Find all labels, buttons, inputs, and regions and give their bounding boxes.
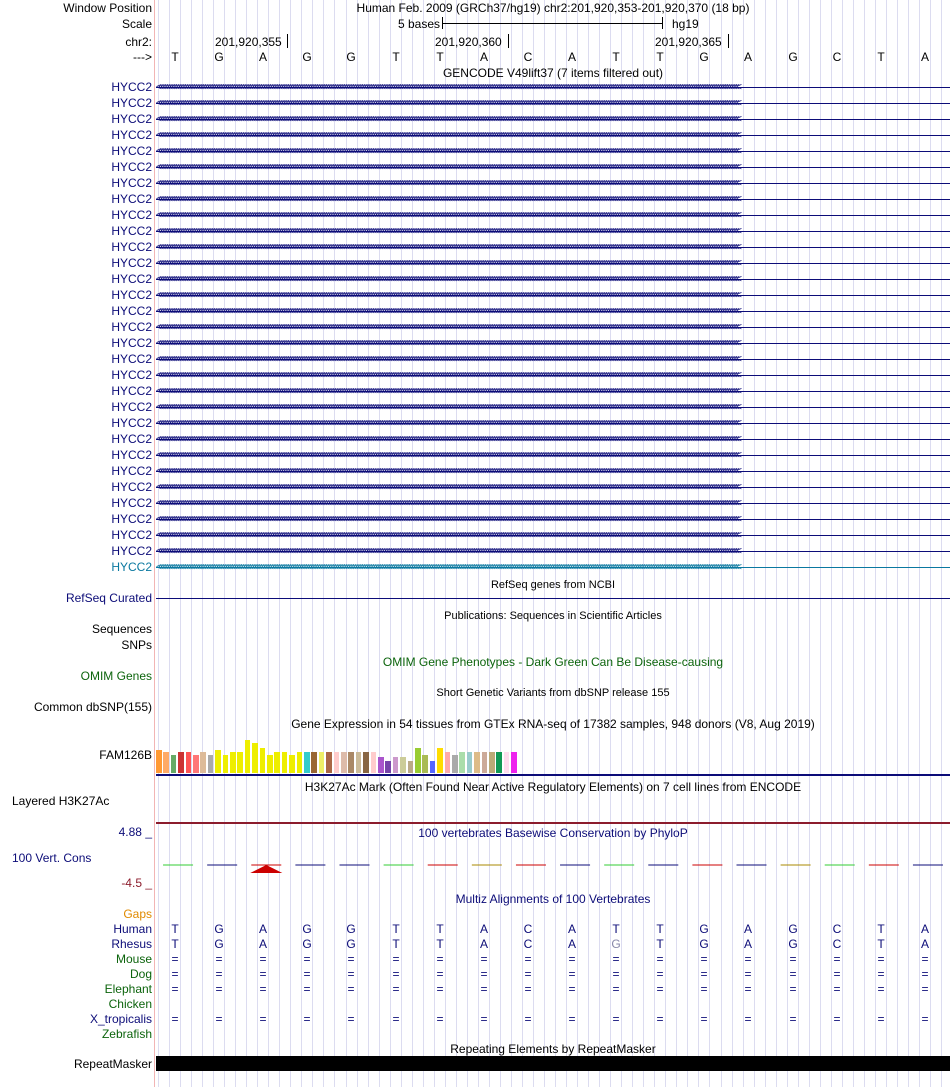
sequence-base: G [788, 50, 798, 64]
multiz-base: = [877, 1012, 885, 1026]
gtex-tissue-bar[interactable] [415, 748, 421, 773]
multiz-base: A [567, 922, 576, 936]
multiz-base: A [258, 922, 267, 936]
multiz-base: = [612, 1012, 620, 1026]
multiz-base: = [480, 952, 488, 966]
multiz-base: = [612, 952, 620, 966]
multiz-base: = [568, 1012, 576, 1026]
coord-tick-label: 201,920,365 [655, 35, 722, 49]
multiz-base: A [479, 937, 488, 951]
multiz-base: = [877, 952, 885, 966]
gencode-strand-arrows: <<<<<<<<<<<<<<<<<<<<<<<<<<<<<<<<<<<<<<<<<<<<<<<<<<<<<<<<<<<<<<<<<<<<<<<<<<<<<<<<<<<<<<<<<<<<<<<<<<<<<<<<<<<<<<<<<<<<<<<<<<<<<<<<<<<<<<<<<<<<<<<<<<<<<<<<<<<<<<<<<<<<<<<<<<<<<<<<<<<<<<<<<<<<<<<<<<<<<<<<<<<<<<<<<<<<<<<<<<<<<<<<<<<<<<<<<<<<<<<<<<<<<<<<<<<<<<<<<<<< [156, 83, 739, 92]
multiz-base: = [744, 982, 752, 996]
multiz-base: A [743, 922, 752, 936]
multiz-base: = [833, 967, 841, 981]
gencode-gene-label[interactable]: HYCC2 [111, 400, 152, 414]
gencode-gene-label[interactable]: HYCC2 [111, 80, 152, 94]
conservation-min-label: -4.5 _ [121, 876, 152, 890]
multiz-base: A [920, 937, 929, 951]
gencode-gene-label[interactable]: HYCC2 [111, 256, 152, 270]
gtex-tissue-bar[interactable] [267, 755, 273, 773]
gencode-strand-arrows: <<<<<<<<<<<<<<<<<<<<<<<<<<<<<<<<<<<<<<<<<<<<<<<<<<<<<<<<<<<<<<<<<<<<<<<<<<<<<<<<<<<<<<<<<<<<<<<<<<<<<<<<<<<<<<<<<<<<<<<<<<<<<<<<<<<<<<<<<<<<<<<<<<<<<<<<<<<<<<<<<<<<<<<<<<<<<<<<<<<<<<<<<<<<<<<<<<<<<<<<<<<<<<<<<<<<<<<<<<<<<<<<<<<<<<<<<<<<<<<<<<<<<<<<<<<<<<<<<<<< [156, 339, 739, 348]
multiz-base: = [392, 967, 400, 981]
dbsnp-track-title: Short Genetic Variants from dbSNP release 155 [436, 687, 670, 699]
gencode-strand-arrows: <<<<<<<<<<<<<<<<<<<<<<<<<<<<<<<<<<<<<<<<<<<<<<<<<<<<<<<<<<<<<<<<<<<<<<<<<<<<<<<<<<<<<<<<<<<<<<<<<<<<<<<<<<<<<<<<<<<<<<<<<<<<<<<<<<<<<<<<<<<<<<<<<<<<<<<<<<<<<<<<<<<<<<<<<<<<<<<<<<<<<<<<<<<<<<<<<<<<<<<<<<<<<<<<<<<<<<<<<<<<<<<<<<<<<<<<<<<<<<<<<<<<<<<<<<<<<<<<<<<< [156, 419, 739, 428]
multiz-base: A [258, 937, 267, 951]
multiz-base: = [833, 1012, 841, 1026]
multiz-base: = [700, 967, 708, 981]
gencode-gene-label[interactable]: HYCC2 [111, 384, 152, 398]
multiz-base: = [259, 1012, 267, 1026]
multiz-base: = [259, 952, 267, 966]
gencode-strand-arrows: <<<<<<<<<<<<<<<<<<<<<<<<<<<<<<<<<<<<<<<<<<<<<<<<<<<<<<<<<<<<<<<<<<<<<<<<<<<<<<<<<<<<<<<<<<<<<<<<<<<<<<<<<<<<<<<<<<<<<<<<<<<<<<<<<<<<<<<<<<<<<<<<<<<<<<<<<<<<<<<<<<<<<<<<<<<<<<<<<<<<<<<<<<<<<<<<<<<<<<<<<<<<<<<<<<<<<<<<<<<<<<<<<<<<<<<<<<<<<<<<<<<<<<<<<<<<<<<<<<<< [156, 387, 739, 396]
gencode-strand-arrows: <<<<<<<<<<<<<<<<<<<<<<<<<<<<<<<<<<<<<<<<<<<<<<<<<<<<<<<<<<<<<<<<<<<<<<<<<<<<<<<<<<<<<<<<<<<<<<<<<<<<<<<<<<<<<<<<<<<<<<<<<<<<<<<<<<<<<<<<<<<<<<<<<<<<<<<<<<<<<<<<<<<<<<<<<<<<<<<<<<<<<<<<<<<<<<<<<<<<<<<<<<<<<<<<<<<<<<<<<<<<<<<<<<<<<<<<<<<<<<<<<<<<<<<<<<<<<<<<<<<< [156, 355, 739, 364]
coord-tick-mark [508, 34, 509, 48]
sequence-base: A [920, 50, 929, 64]
gencode-gene-label[interactable]: HYCC2 [111, 480, 152, 494]
gencode-gene-label[interactable]: HYCC2 [111, 432, 152, 446]
scale-bar-left-tick [442, 17, 443, 29]
multiz-base: = [524, 982, 532, 996]
gencode-strand-arrows: <<<<<<<<<<<<<<<<<<<<<<<<<<<<<<<<<<<<<<<<<<<<<<<<<<<<<<<<<<<<<<<<<<<<<<<<<<<<<<<<<<<<<<<<<<<<<<<<<<<<<<<<<<<<<<<<<<<<<<<<<<<<<<<<<<<<<<<<<<<<<<<<<<<<<<<<<<<<<<<<<<<<<<<<<<<<<<<<<<<<<<<<<<<<<<<<<<<<<<<<<<<<<<<<<<<<<<<<<<<<<<<<<<<<<<<<<<<<<<<<<<<<<<<<<<<<<<<<<<<< [156, 307, 739, 316]
sequence-base: T [612, 50, 620, 64]
multiz-base: = [744, 1012, 752, 1026]
multiz-base: T [656, 937, 664, 951]
gencode-gene-label[interactable]: HYCC2 [111, 512, 152, 526]
gtex-tissue-bar[interactable] [186, 752, 192, 773]
gencode-strand-arrows: <<<<<<<<<<<<<<<<<<<<<<<<<<<<<<<<<<<<<<<<<<<<<<<<<<<<<<<<<<<<<<<<<<<<<<<<<<<<<<<<<<<<<<<<<<<<<<<<<<<<<<<<<<<<<<<<<<<<<<<<<<<<<<<<<<<<<<<<<<<<<<<<<<<<<<<<<<<<<<<<<<<<<<<<<<<<<<<<<<<<<<<<<<<<<<<<<<<<<<<<<<<<<<<<<<<<<<<<<<<<<<<<<<<<<<<<<<<<<<<<<<<<<<<<<<<<<<<<<<<< [156, 451, 739, 460]
multiz-species-label[interactable]: Human [113, 922, 152, 936]
gencode-gene-label[interactable]: HYCC2 [111, 528, 152, 542]
multiz-base: T [171, 922, 179, 936]
multiz-base: = [480, 967, 488, 981]
gtex-tissue-bar[interactable] [356, 752, 362, 773]
chrom-label: chr2: [125, 35, 152, 49]
multiz-base: = [656, 952, 664, 966]
gtex-tissue-bar[interactable] [215, 750, 221, 773]
multiz-species-label[interactable]: Chicken [108, 997, 152, 1011]
gtex-tissue-bar[interactable] [422, 755, 428, 773]
gtex-tissue-bar[interactable] [430, 761, 436, 773]
gtex-track-title: Gene Expression in 54 tissues from GTEx RNA-seq of 17382 samples, 948 donors (V8, Aug 2019) [291, 717, 815, 731]
gencode-gene-label[interactable]: HYCC2 [111, 320, 152, 334]
conservation-peak-mark [250, 865, 282, 873]
multiz-base: = [789, 967, 797, 981]
gtex-tissue-bar[interactable] [304, 752, 310, 773]
scale-bar [442, 23, 662, 24]
gencode-gene-label[interactable]: HYCC2 [111, 192, 152, 206]
multiz-species-label[interactable]: Rhesus [111, 937, 152, 951]
gencode-strand-arrows: <<<<<<<<<<<<<<<<<<<<<<<<<<<<<<<<<<<<<<<<<<<<<<<<<<<<<<<<<<<<<<<<<<<<<<<<<<<<<<<<<<<<<<<<<<<<<<<<<<<<<<<<<<<<<<<<<<<<<<<<<<<<<<<<<<<<<<<<<<<<<<<<<<<<<<<<<<<<<<<<<<<<<<<<<<<<<<<<<<<<<<<<<<<<<<<<<<<<<<<<<<<<<<<<<<<<<<<<<<<<<<<<<<<<<<<<<<<<<<<<<<<<<<<<<<<<<<<<<<<< [156, 547, 739, 556]
scale-label: Scale [121, 17, 152, 31]
multiz-base: = [789, 982, 797, 996]
gencode-strand-arrows: <<<<<<<<<<<<<<<<<<<<<<<<<<<<<<<<<<<<<<<<<<<<<<<<<<<<<<<<<<<<<<<<<<<<<<<<<<<<<<<<<<<<<<<<<<<<<<<<<<<<<<<<<<<<<<<<<<<<<<<<<<<<<<<<<<<<<<<<<<<<<<<<<<<<<<<<<<<<<<<<<<<<<<<<<<<<<<<<<<<<<<<<<<<<<<<<<<<<<<<<<<<<<<<<<<<<<<<<<<<<<<<<<<<<<<<<<<<<<<<<<<<<<<<<<<<<<<<<<<<< [156, 291, 739, 300]
gencode-gene-label[interactable]: HYCC2 [111, 144, 152, 158]
gencode-strand-arrows: <<<<<<<<<<<<<<<<<<<<<<<<<<<<<<<<<<<<<<<<<<<<<<<<<<<<<<<<<<<<<<<<<<<<<<<<<<<<<<<<<<<<<<<<<<<<<<<<<<<<<<<<<<<<<<<<<<<<<<<<<<<<<<<<<<<<<<<<<<<<<<<<<<<<<<<<<<<<<<<<<<<<<<<<<<<<<<<<<<<<<<<<<<<<<<<<<<<<<<<<<<<<<<<<<<<<<<<<<<<<<<<<<<<<<<<<<<<<<<<<<<<<<<<<<<<<<<<<<<<< [156, 323, 739, 332]
gencode-gene-label[interactable]: HYCC2 [111, 304, 152, 318]
multiz-base: = [921, 1012, 929, 1026]
gtex-tissue-bar[interactable] [445, 752, 451, 773]
multiz-base: = [436, 967, 444, 981]
sequence-base: C [832, 50, 842, 64]
multiz-base: = [921, 967, 929, 981]
gtex-tissue-bar[interactable] [437, 748, 443, 773]
multiz-base: T [392, 937, 400, 951]
refseq-track-title: RefSeq genes from NCBI [490, 579, 616, 591]
gencode-strand-arrows: <<<<<<<<<<<<<<<<<<<<<<<<<<<<<<<<<<<<<<<<<<<<<<<<<<<<<<<<<<<<<<<<<<<<<<<<<<<<<<<<<<<<<<<<<<<<<<<<<<<<<<<<<<<<<<<<<<<<<<<<<<<<<<<<<<<<<<<<<<<<<<<<<<<<<<<<<<<<<<<<<<<<<<<<<<<<<<<<<<<<<<<<<<<<<<<<<<<<<<<<<<<<<<<<<<<<<<<<<<<<<<<<<<<<<<<<<<<<<<<<<<<<<<<<<<<<<<<<<<<< [156, 211, 739, 220]
gencode-gene-label[interactable]: HYCC2 [111, 240, 152, 254]
gencode-gene-label[interactable]: HYCC2 [111, 160, 152, 174]
multiz-base: = [215, 967, 223, 981]
multiz-base: = [656, 982, 664, 996]
multiz-track-title: Multiz Alignments of 100 Vertebrates [455, 892, 651, 906]
multiz-base: T [877, 922, 885, 936]
gencode-gene-label[interactable]: HYCC2 [111, 272, 152, 286]
gencode-gene-label[interactable]: HYCC2 [111, 336, 152, 350]
gtex-tissue-bar[interactable] [260, 748, 266, 773]
gencode-strand-arrows: <<<<<<<<<<<<<<<<<<<<<<<<<<<<<<<<<<<<<<<<<<<<<<<<<<<<<<<<<<<<<<<<<<<<<<<<<<<<<<<<<<<<<<<<<<<<<<<<<<<<<<<<<<<<<<<<<<<<<<<<<<<<<<<<<<<<<<<<<<<<<<<<<<<<<<<<<<<<<<<<<<<<<<<<<<<<<<<<<<<<<<<<<<<<<<<<<<<<<<<<<<<<<<<<<<<<<<<<<<<<<<<<<<<<<<<<<<<<<<<<<<<<<<<<<<<<<<<<<<<< [156, 147, 739, 156]
gencode-strand-arrows: <<<<<<<<<<<<<<<<<<<<<<<<<<<<<<<<<<<<<<<<<<<<<<<<<<<<<<<<<<<<<<<<<<<<<<<<<<<<<<<<<<<<<<<<<<<<<<<<<<<<<<<<<<<<<<<<<<<<<<<<<<<<<<<<<<<<<<<<<<<<<<<<<<<<<<<<<<<<<<<<<<<<<<<<<<<<<<<<<<<<<<<<<<<<<<<<<<<<<<<<<<<<<<<<<<<<<<<<<<<<<<<<<<<<<<<<<<<<<<<<<<<<<<<<<<<<<<<<<<<< [156, 243, 739, 252]
multiz-base: C [523, 922, 533, 936]
repeatmasker-block[interactable] [156, 1056, 950, 1071]
multiz-base: = [700, 952, 708, 966]
multiz-base: = [612, 982, 620, 996]
sequence-base: T [392, 50, 400, 64]
multiz-base: T [612, 922, 620, 936]
multiz-base: C [523, 937, 533, 951]
multiz-base: A [567, 937, 576, 951]
gtex-tissue-bar[interactable] [311, 752, 317, 773]
multiz-base: G [302, 937, 312, 951]
gtex-tissue-bar[interactable] [319, 752, 325, 773]
multiz-base: G [346, 922, 356, 936]
multiz-base: = [789, 952, 797, 966]
gencode-strand-arrows: <<<<<<<<<<<<<<<<<<<<<<<<<<<<<<<<<<<<<<<<<<<<<<<<<<<<<<<<<<<<<<<<<<<<<<<<<<<<<<<<<<<<<<<<<<<<<<<<<<<<<<<<<<<<<<<<<<<<<<<<<<<<<<<<<<<<<<<<<<<<<<<<<<<<<<<<<<<<<<<<<<<<<<<<<<<<<<<<<<<<<<<<<<<<<<<<<<<<<<<<<<<<<<<<<<<<<<<<<<<<<<<<<<<<<<<<<<<<<<<<<<<<<<<<<<<<<<<<<<<< [156, 227, 739, 236]
omim-label[interactable]: OMIM Genes [80, 669, 152, 683]
multiz-base: A [743, 937, 752, 951]
sequence-base: G [346, 50, 356, 64]
refseq-gene-line[interactable] [156, 598, 950, 599]
sequence-base: T [171, 50, 179, 64]
multiz-base: = [171, 1012, 179, 1026]
multiz-species-label[interactable]: Dog [129, 967, 152, 981]
gencode-gene-label[interactable]: HYCC2 [111, 128, 152, 142]
gtex-tissue-bar[interactable] [341, 752, 347, 773]
refseq-label[interactable]: RefSeq Curated [65, 591, 152, 605]
gtex-tissue-bar[interactable] [289, 755, 295, 773]
gencode-strand-arrows: <<<<<<<<<<<<<<<<<<<<<<<<<<<<<<<<<<<<<<<<<<<<<<<<<<<<<<<<<<<<<<<<<<<<<<<<<<<<<<<<<<<<<<<<<<<<<<<<<<<<<<<<<<<<<<<<<<<<<<<<<<<<<<<<<<<<<<<<<<<<<<<<<<<<<<<<<<<<<<<<<<<<<<<<<<<<<<<<<<<<<<<<<<<<<<<<<<<<<<<<<<<<<<<<<<<<<<<<<<<<<<<<<<<<<<<<<<<<<<<<<<<<<<<<<<<<<<<<<<<< [156, 179, 739, 188]
dbsnp-label[interactable]: Common dbSNP(155) [33, 700, 152, 714]
multiz-base: = [347, 1012, 355, 1026]
conservation-max-label: 4.88 _ [118, 825, 152, 839]
gencode-strand-arrows: <<<<<<<<<<<<<<<<<<<<<<<<<<<<<<<<<<<<<<<<<<<<<<<<<<<<<<<<<<<<<<<<<<<<<<<<<<<<<<<<<<<<<<<<<<<<<<<<<<<<<<<<<<<<<<<<<<<<<<<<<<<<<<<<<<<<<<<<<<<<<<<<<<<<<<<<<<<<<<<<<<<<<<<<<<<<<<<<<<<<<<<<<<<<<<<<<<<<<<<<<<<<<<<<<<<<<<<<<<<<<<<<<<<<<<<<<<<<<<<<<<<<<<<<<<<<<<<<<<<< [156, 499, 739, 508]
gencode-strand-arrows: <<<<<<<<<<<<<<<<<<<<<<<<<<<<<<<<<<<<<<<<<<<<<<<<<<<<<<<<<<<<<<<<<<<<<<<<<<<<<<<<<<<<<<<<<<<<<<<<<<<<<<<<<<<<<<<<<<<<<<<<<<<<<<<<<<<<<<<<<<<<<<<<<<<<<<<<<<<<<<<<<<<<<<<<<<<<<<<<<<<<<<<<<<<<<<<<<<<<<<<<<<<<<<<<<<<<<<<<<<<<<<<<<<<<<<<<<<<<<<<<<<<<<<<<<<<<<<<<<<<< [156, 515, 739, 524]
conservation-plot[interactable] [156, 855, 950, 875]
multiz-base: = [656, 967, 664, 981]
multiz-base: = [700, 982, 708, 996]
multiz-base: A [920, 922, 929, 936]
multiz-base: = [480, 1012, 488, 1026]
gtex-tissue-bar[interactable] [193, 755, 199, 773]
gtex-tissue-bar[interactable] [297, 752, 303, 773]
multiz-base: = [436, 1012, 444, 1026]
gencode-strand-arrows: <<<<<<<<<<<<<<<<<<<<<<<<<<<<<<<<<<<<<<<<<<<<<<<<<<<<<<<<<<<<<<<<<<<<<<<<<<<<<<<<<<<<<<<<<<<<<<<<<<<<<<<<<<<<<<<<<<<<<<<<<<<<<<<<<<<<<<<<<<<<<<<<<<<<<<<<<<<<<<<<<<<<<<<<<<<<<<<<<<<<<<<<<<<<<<<<<<<<<<<<<<<<<<<<<<<<<<<<<<<<<<<<<<<<<<<<<<<<<<<<<<<<<<<<<<<<<<<<<<<< [156, 115, 739, 124]
gtex-tissue-bar[interactable] [274, 752, 280, 773]
multiz-species-label[interactable]: Zebrafish [101, 1027, 152, 1041]
gencode-strand-arrows: <<<<<<<<<<<<<<<<<<<<<<<<<<<<<<<<<<<<<<<<<<<<<<<<<<<<<<<<<<<<<<<<<<<<<<<<<<<<<<<<<<<<<<<<<<<<<<<<<<<<<<<<<<<<<<<<<<<<<<<<<<<<<<<<<<<<<<<<<<<<<<<<<<<<<<<<<<<<<<<<<<<<<<<<<<<<<<<<<<<<<<<<<<<<<<<<<<<<<<<<<<<<<<<<<<<<<<<<<<<<<<<<<<<<<<<<<<<<<<<<<<<<<<<<<<<<<<<<<<<< [156, 467, 739, 476]
multiz-base: G [214, 937, 224, 951]
multiz-base: = [833, 952, 841, 966]
gencode-strand-arrows: <<<<<<<<<<<<<<<<<<<<<<<<<<<<<<<<<<<<<<<<<<<<<<<<<<<<<<<<<<<<<<<<<<<<<<<<<<<<<<<<<<<<<<<<<<<<<<<<<<<<<<<<<<<<<<<<<<<<<<<<<<<<<<<<<<<<<<<<<<<<<<<<<<<<<<<<<<<<<<<<<<<<<<<<<<<<<<<<<<<<<<<<<<<<<<<<<<<<<<<<<<<<<<<<<<<<<<<<<<<<<<<<<<<<<<<<<<<<<<<<<<<<<<<<<<<<<<<<<<<< [156, 259, 739, 268]
gtex-tissue-bar[interactable] [334, 752, 340, 773]
multiz-base: = [215, 982, 223, 996]
multiz-base: = [744, 967, 752, 981]
repeatmasker-label[interactable]: RepeatMasker [73, 1057, 152, 1071]
multiz-base: = [700, 1012, 708, 1026]
sequence-base: C [523, 50, 533, 64]
gencode-gene-label[interactable]: HYCC2 [111, 560, 152, 574]
multiz-base: = [347, 952, 355, 966]
multiz-base: = [833, 982, 841, 996]
gtex-tissue-bar[interactable] [496, 752, 502, 773]
gtex-tissue-bar[interactable] [489, 752, 495, 773]
multiz-base: = [215, 1012, 223, 1026]
gencode-gene-label[interactable]: HYCC2 [111, 96, 152, 110]
gencode-strand-arrows: <<<<<<<<<<<<<<<<<<<<<<<<<<<<<<<<<<<<<<<<<<<<<<<<<<<<<<<<<<<<<<<<<<<<<<<<<<<<<<<<<<<<<<<<<<<<<<<<<<<<<<<<<<<<<<<<<<<<<<<<<<<<<<<<<<<<<<<<<<<<<<<<<<<<<<<<<<<<<<<<<<<<<<<<<<<<<<<<<<<<<<<<<<<<<<<<<<<<<<<<<<<<<<<<<<<<<<<<<<<<<<<<<<<<<<<<<<<<<<<<<<<<<<<<<<<<<<<<<<<< [156, 435, 739, 444]
multiz-base: = [392, 952, 400, 966]
sequence-base: T [656, 50, 664, 64]
multiz-base: = [259, 982, 267, 996]
gtex-tissue-bar[interactable] [245, 740, 251, 773]
gtex-tissue-bar[interactable] [400, 757, 406, 773]
coord-tick-mark [287, 34, 288, 48]
gtex-tissue-bar[interactable] [200, 752, 206, 773]
gencode-gene-label[interactable]: HYCC2 [111, 352, 152, 366]
gencode-strand-arrows: <<<<<<<<<<<<<<<<<<<<<<<<<<<<<<<<<<<<<<<<<<<<<<<<<<<<<<<<<<<<<<<<<<<<<<<<<<<<<<<<<<<<<<<<<<<<<<<<<<<<<<<<<<<<<<<<<<<<<<<<<<<<<<<<<<<<<<<<<<<<<<<<<<<<<<<<<<<<<<<<<<<<<<<<<<<<<<<<<<<<<<<<<<<<<<<<<<<<<<<<<<<<<<<<<<<<<<<<<<<<<<<<<<<<<<<<<<<<<<<<<<<<<<<<<<<<<<<<<<<< [156, 195, 739, 204]
multiz-base: = [215, 952, 223, 966]
strand-label: ---> [133, 50, 152, 64]
sequence-base: A [567, 50, 576, 64]
multiz-base: G [699, 937, 709, 951]
multiz-base: A [479, 922, 488, 936]
gencode-gene-label[interactable]: HYCC2 [111, 544, 152, 558]
gtex-tissue-bar[interactable] [459, 752, 465, 773]
multiz-base: = [303, 967, 311, 981]
window-position-label: Window Position [63, 1, 152, 15]
gencode-strand-arrows: <<<<<<<<<<<<<<<<<<<<<<<<<<<<<<<<<<<<<<<<<<<<<<<<<<<<<<<<<<<<<<<<<<<<<<<<<<<<<<<<<<<<<<<<<<<<<<<<<<<<<<<<<<<<<<<<<<<<<<<<<<<<<<<<<<<<<<<<<<<<<<<<<<<<<<<<<<<<<<<<<<<<<<<<<<<<<<<<<<<<<<<<<<<<<<<<<<<<<<<<<<<<<<<<<<<<<<<<<<<<<<<<<<<<<<<<<<<<<<<<<<<<<<<<<<<<<<<<<<<< [156, 403, 739, 412]
multiz-base: = [921, 952, 929, 966]
assembly-label: hg19 [672, 17, 699, 31]
sequence-base: G [699, 50, 709, 64]
multiz-base: = [877, 982, 885, 996]
gencode-gene-label[interactable]: HYCC2 [111, 368, 152, 382]
sequence-base: T [436, 50, 444, 64]
coord-tick-mark [728, 34, 729, 48]
gtex-tissue-bar[interactable] [482, 752, 488, 773]
multiz-base: = [259, 967, 267, 981]
gtex-tissue-bar[interactable] [223, 755, 229, 773]
sequence-base: G [302, 50, 312, 64]
coord-tick-label: 201,920,355 [215, 35, 282, 49]
multiz-base: = [480, 982, 488, 996]
multiz-base: = [568, 982, 576, 996]
gtex-tissue-bar[interactable] [393, 757, 399, 773]
multiz-base: G [302, 922, 312, 936]
gtex-tissue-bar[interactable] [230, 752, 236, 773]
gencode-strand-arrows: <<<<<<<<<<<<<<<<<<<<<<<<<<<<<<<<<<<<<<<<<<<<<<<<<<<<<<<<<<<<<<<<<<<<<<<<<<<<<<<<<<<<<<<<<<<<<<<<<<<<<<<<<<<<<<<<<<<<<<<<<<<<<<<<<<<<<<<<<<<<<<<<<<<<<<<<<<<<<<<<<<<<<<<<<<<<<<<<<<<<<<<<<<<<<<<<<<<<<<<<<<<<<<<<<<<<<<<<<<<<<<<<<<<<<<<<<<<<<<<<<<<<<<<<<<<<<<<<<<<< [156, 563, 739, 572]
multiz-base: = [436, 982, 444, 996]
gencode-gene-label[interactable]: HYCC2 [111, 288, 152, 302]
multiz-base: = [171, 967, 179, 981]
gencode-strand-arrows: <<<<<<<<<<<<<<<<<<<<<<<<<<<<<<<<<<<<<<<<<<<<<<<<<<<<<<<<<<<<<<<<<<<<<<<<<<<<<<<<<<<<<<<<<<<<<<<<<<<<<<<<<<<<<<<<<<<<<<<<<<<<<<<<<<<<<<<<<<<<<<<<<<<<<<<<<<<<<<<<<<<<<<<<<<<<<<<<<<<<<<<<<<<<<<<<<<<<<<<<<<<<<<<<<<<<<<<<<<<<<<<<<<<<<<<<<<<<<<<<<<<<<<<<<<<<<<<<<<<< [156, 131, 739, 140]
gencode-gene-label[interactable]: HYCC2 [111, 448, 152, 462]
conservation-track-title: 100 vertebrates Basewise Conservation by PhyloP [418, 826, 688, 840]
multiz-base: T [436, 937, 444, 951]
sequence-base: A [258, 50, 267, 64]
multiz-base: = [347, 967, 355, 981]
multiz-base: T [436, 922, 444, 936]
gtex-tissue-bar[interactable] [378, 757, 384, 773]
multiz-base: G [788, 937, 798, 951]
multiz-base: = [744, 952, 752, 966]
gencode-strand-arrows: <<<<<<<<<<<<<<<<<<<<<<<<<<<<<<<<<<<<<<<<<<<<<<<<<<<<<<<<<<<<<<<<<<<<<<<<<<<<<<<<<<<<<<<<<<<<<<<<<<<<<<<<<<<<<<<<<<<<<<<<<<<<<<<<<<<<<<<<<<<<<<<<<<<<<<<<<<<<<<<<<<<<<<<<<<<<<<<<<<<<<<<<<<<<<<<<<<<<<<<<<<<<<<<<<<<<<<<<<<<<<<<<<<<<<<<<<<<<<<<<<<<<<<<<<<<<<<<<<<<< [156, 483, 739, 492]
gtex-tissue-bar[interactable] [282, 752, 288, 773]
gtex-gene-label[interactable]: FAM126B [99, 748, 152, 762]
gtex-baseline [156, 774, 950, 776]
sequence-base: A [479, 50, 488, 64]
multiz-base: = [347, 982, 355, 996]
multiz-base: = [877, 967, 885, 981]
gencode-strand-arrows: <<<<<<<<<<<<<<<<<<<<<<<<<<<<<<<<<<<<<<<<<<<<<<<<<<<<<<<<<<<<<<<<<<<<<<<<<<<<<<<<<<<<<<<<<<<<<<<<<<<<<<<<<<<<<<<<<<<<<<<<<<<<<<<<<<<<<<<<<<<<<<<<<<<<<<<<<<<<<<<<<<<<<<<<<<<<<<<<<<<<<<<<<<<<<<<<<<<<<<<<<<<<<<<<<<<<<<<<<<<<<<<<<<<<<<<<<<<<<<<<<<<<<<<<<<<<<<<<<<<< [156, 99, 739, 108]
gtex-tissue-bar[interactable] [252, 743, 258, 773]
multiz-base: C [832, 922, 842, 936]
gencode-strand-arrows: <<<<<<<<<<<<<<<<<<<<<<<<<<<<<<<<<<<<<<<<<<<<<<<<<<<<<<<<<<<<<<<<<<<<<<<<<<<<<<<<<<<<<<<<<<<<<<<<<<<<<<<<<<<<<<<<<<<<<<<<<<<<<<<<<<<<<<<<<<<<<<<<<<<<<<<<<<<<<<<<<<<<<<<<<<<<<<<<<<<<<<<<<<<<<<<<<<<<<<<<<<<<<<<<<<<<<<<<<<<<<<<<<<<<<<<<<<<<<<<<<<<<<<<<<<<<<<<<<<<< [156, 275, 739, 284]
gtex-tissue-bar[interactable] [504, 752, 510, 773]
gencode-strand-arrows: <<<<<<<<<<<<<<<<<<<<<<<<<<<<<<<<<<<<<<<<<<<<<<<<<<<<<<<<<<<<<<<<<<<<<<<<<<<<<<<<<<<<<<<<<<<<<<<<<<<<<<<<<<<<<<<<<<<<<<<<<<<<<<<<<<<<<<<<<<<<<<<<<<<<<<<<<<<<<<<<<<<<<<<<<<<<<<<<<<<<<<<<<<<<<<<<<<<<<<<<<<<<<<<<<<<<<<<<<<<<<<<<<<<<<<<<<<<<<<<<<<<<<<<<<<<<<<<<<<<< [156, 371, 739, 380]
multiz-base: = [303, 952, 311, 966]
gtex-tissue-bar[interactable] [467, 752, 473, 773]
h3k27ac-label[interactable]: Layered H3K27Ac [12, 794, 110, 808]
gencode-strand-arrows: <<<<<<<<<<<<<<<<<<<<<<<<<<<<<<<<<<<<<<<<<<<<<<<<<<<<<<<<<<<<<<<<<<<<<<<<<<<<<<<<<<<<<<<<<<<<<<<<<<<<<<<<<<<<<<<<<<<<<<<<<<<<<<<<<<<<<<<<<<<<<<<<<<<<<<<<<<<<<<<<<<<<<<<<<<<<<<<<<<<<<<<<<<<<<<<<<<<<<<<<<<<<<<<<<<<<<<<<<<<<<<<<<<<<<<<<<<<<<<<<<<<<<<<<<<<<<<<<<<<< [156, 531, 739, 540]
multiz-base: = [171, 982, 179, 996]
multiz-base: G [346, 937, 356, 951]
browser-title: Human Feb. 2009 (GRCh37/hg19) chr2:201,920,353-201,920,370 (18 bp) [356, 1, 750, 15]
gtex-tissue-bar[interactable] [326, 752, 332, 773]
multiz-base: = [568, 967, 576, 981]
gtex-tissue-bar[interactable] [474, 752, 480, 773]
gtex-tissue-bar[interactable] [363, 752, 369, 773]
scale-text: 5 bases [397, 17, 440, 31]
publications-track-title: Publications: Sequences in Scientific Articles [444, 610, 662, 622]
gencode-gene-label[interactable]: HYCC2 [111, 208, 152, 222]
multiz-base: = [568, 952, 576, 966]
gencode-strand-arrows: <<<<<<<<<<<<<<<<<<<<<<<<<<<<<<<<<<<<<<<<<<<<<<<<<<<<<<<<<<<<<<<<<<<<<<<<<<<<<<<<<<<<<<<<<<<<<<<<<<<<<<<<<<<<<<<<<<<<<<<<<<<<<<<<<<<<<<<<<<<<<<<<<<<<<<<<<<<<<<<<<<<<<<<<<<<<<<<<<<<<<<<<<<<<<<<<<<<<<<<<<<<<<<<<<<<<<<<<<<<<<<<<<<<<<<<<<<<<<<<<<<<<<<<<<<<<<<<<<<<< [156, 163, 739, 172]
gencode-gene-label[interactable]: HYCC2 [111, 416, 152, 430]
multiz-base: = [921, 982, 929, 996]
gencode-gene-label[interactable]: HYCC2 [111, 224, 152, 238]
multiz-base: = [524, 952, 532, 966]
multiz-base: = [303, 982, 311, 996]
gtex-tissue-bar[interactable] [237, 752, 243, 773]
h3k27ac-track-title: H3K27Ac Mark (Often Found Near Active Regulatory Elements) on 7 cell lines from ENCODE [304, 780, 802, 794]
multiz-base: G [214, 922, 224, 936]
sequence-base: G [214, 50, 224, 64]
gtex-tissue-bar[interactable] [171, 755, 177, 773]
gtex-tissue-bar[interactable] [348, 752, 354, 773]
multiz-base: = [436, 952, 444, 966]
multiz-base: = [392, 1012, 400, 1026]
multiz-base: = [524, 1012, 532, 1026]
multiz-species-label[interactable]: X_tropicalis [89, 1012, 152, 1026]
gencode-track-title: GENCODE V49lift37 (7 items filtered out) [442, 66, 664, 80]
multiz-base: = [789, 1012, 797, 1026]
coord-tick-label: 201,920,360 [435, 35, 502, 49]
gtex-tissue-bar[interactable] [371, 752, 377, 773]
h3k27ac-baseline [156, 822, 950, 824]
multiz-base: = [524, 967, 532, 981]
multiz-base: = [171, 952, 179, 966]
publications-label-snps[interactable]: SNPs [121, 638, 152, 652]
repeatmasker-track-title: Repeating Elements by RepeatMasker [450, 1042, 656, 1056]
conservation-label[interactable]: 100 Vert. Cons [12, 851, 92, 865]
omim-track-title: OMIM Gene Phenotypes - Dark Green Can Be Disease-causing [382, 655, 724, 669]
gtex-tissue-bar[interactable] [408, 761, 414, 773]
multiz-base: C [832, 937, 842, 951]
gtex-tissue-bar[interactable] [511, 752, 517, 773]
gaps-label: Gaps [123, 907, 152, 921]
gtex-tissue-bar[interactable] [163, 752, 169, 773]
gencode-gene-label[interactable]: HYCC2 [111, 496, 152, 510]
multiz-species-label[interactable]: Elephant [104, 982, 152, 996]
multiz-base: = [656, 1012, 664, 1026]
multiz-base: = [303, 1012, 311, 1026]
sequence-base: A [743, 50, 752, 64]
multiz-species-label[interactable]: Mouse [115, 952, 152, 966]
multiz-base: = [392, 982, 400, 996]
multiz-base: = [612, 967, 620, 981]
multiz-base: T [656, 922, 664, 936]
publications-label-sequences[interactable]: Sequences [91, 622, 152, 636]
gtex-tissue-bar[interactable] [452, 755, 458, 773]
gtex-tissue-bar[interactable] [385, 761, 391, 773]
gencode-gene-label[interactable]: HYCC2 [111, 176, 152, 190]
sequence-base: T [877, 50, 885, 64]
gtex-tissue-bar[interactable] [178, 752, 184, 773]
gencode-gene-label[interactable]: HYCC2 [111, 112, 152, 126]
multiz-base: G [611, 937, 621, 951]
multiz-base: T [877, 937, 885, 951]
multiz-base: G [788, 922, 798, 936]
gtex-tissue-bar[interactable] [208, 755, 214, 773]
multiz-base: G [699, 922, 709, 936]
gtex-bar-chart[interactable] [156, 732, 950, 773]
gtex-tissue-bar[interactable] [156, 750, 162, 773]
scale-bar-right-tick [662, 17, 663, 29]
multiz-base: T [392, 922, 400, 936]
multiz-base: T [171, 937, 179, 951]
gencode-gene-label[interactable]: HYCC2 [111, 464, 152, 478]
